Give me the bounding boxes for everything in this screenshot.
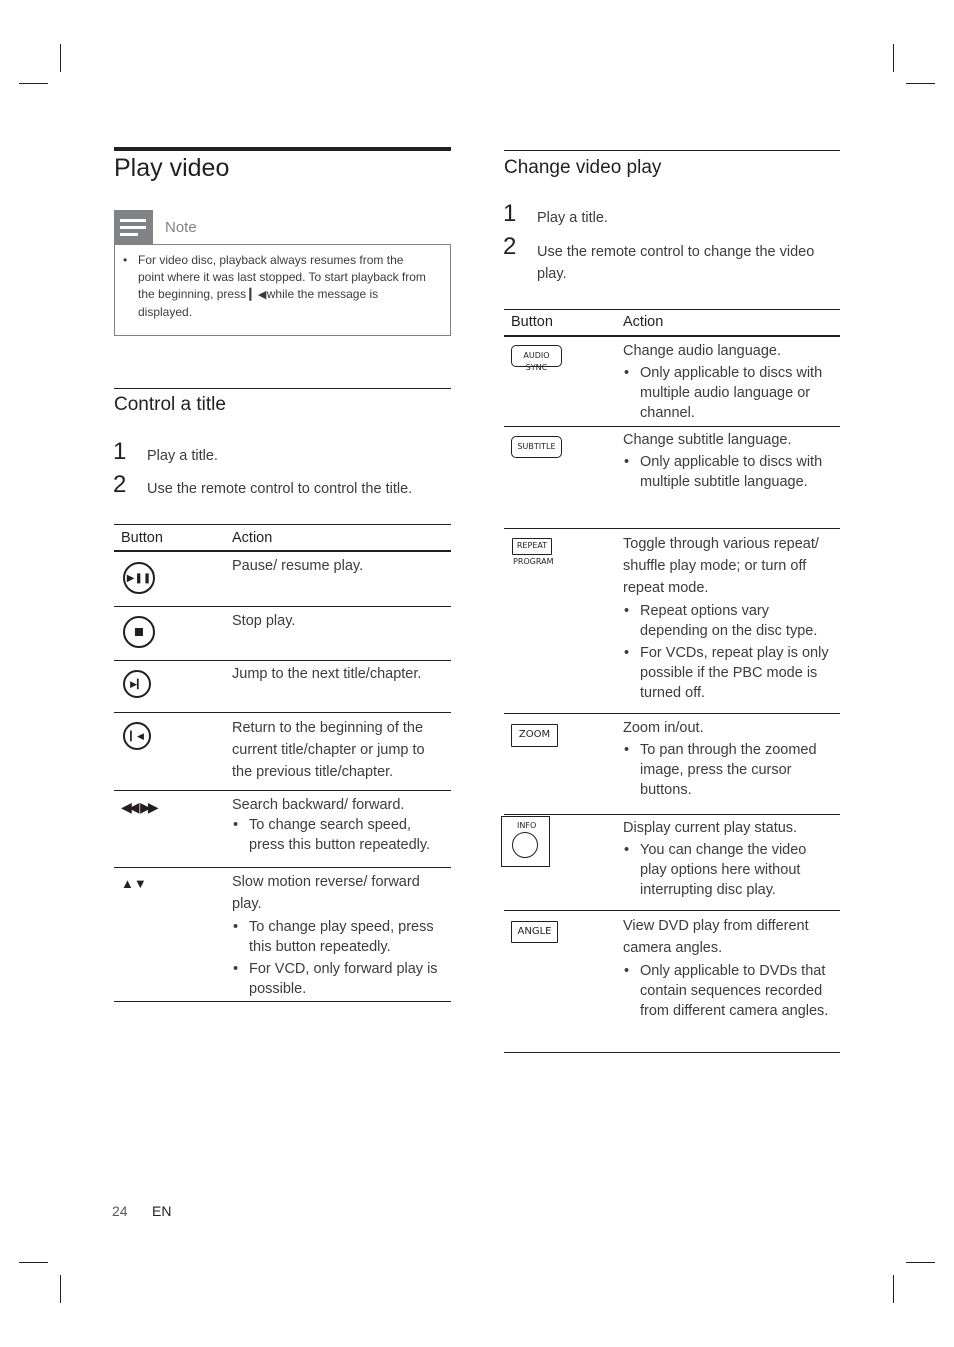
audio-sync-button-icon: AUDIO SYNC xyxy=(511,345,562,367)
zoom-button-icon: ZOOM xyxy=(511,724,558,747)
info-label: INFO xyxy=(517,821,537,830)
table-row-rule xyxy=(114,660,451,661)
control-title-heading: Control a title xyxy=(114,394,226,415)
action-bullets xyxy=(623,363,835,423)
step-number: 2 xyxy=(503,233,517,260)
table-header-rule xyxy=(504,335,840,337)
table-header-button: Button xyxy=(511,314,553,330)
step-text: Play a title. xyxy=(537,210,608,226)
table-row-rule xyxy=(504,814,840,815)
table-cell-action xyxy=(232,871,446,999)
table-cell-action xyxy=(623,818,835,900)
note-text-after: while the message is displayed. xyxy=(138,287,379,319)
action-bullet: • For VCD, only forward play is possible. xyxy=(249,959,446,999)
crop-mark xyxy=(19,1262,48,1263)
action-bullet: • Only applicable to DVDs that contain sequences recorded from different camera angles. xyxy=(640,961,835,1021)
action-text: Change subtitle language. xyxy=(623,432,792,448)
previous-icon: ▎◀ xyxy=(249,289,267,301)
note-text xyxy=(123,252,430,321)
note-icon xyxy=(114,210,153,244)
table-row-rule xyxy=(114,790,451,791)
action-bullets xyxy=(623,961,835,1021)
table-cell-action: Return to the beginning of the current title/chapter or jump to the previous title/chapter. xyxy=(232,720,425,780)
table-row-rule xyxy=(114,606,451,607)
section-rule xyxy=(114,388,451,389)
action-text: Display current play status. xyxy=(623,820,798,836)
info-circle xyxy=(512,832,538,858)
action-text: Change audio language. xyxy=(623,343,782,359)
next-icon: ▶▎ xyxy=(123,670,151,698)
table-cell-action: Jump to the next title/chapter. xyxy=(232,666,422,682)
action-bullets xyxy=(623,452,835,492)
subtitle-button-icon: SUBTITLE xyxy=(511,436,562,458)
step-number: 2 xyxy=(113,471,127,498)
crop-mark xyxy=(893,44,894,72)
table-bottom-rule xyxy=(114,1001,451,1002)
rewind-forward-icon: ◀◀ ▶▶ xyxy=(121,799,156,815)
action-text: View DVD play from different camera angles. xyxy=(623,918,809,956)
crop-mark xyxy=(893,1275,894,1303)
action-bullet: • To change play speed, press this button repeatedly. xyxy=(249,917,446,957)
table-cell-action xyxy=(623,341,835,423)
action-bullets xyxy=(623,840,835,900)
page-title: Play video xyxy=(114,154,230,182)
table-header-action: Action xyxy=(232,530,273,546)
note-bullet: • xyxy=(123,253,128,267)
title-rule xyxy=(114,147,451,151)
action-bullet: • Repeat options vary depending on the disc type. xyxy=(640,601,835,641)
table-cell-action xyxy=(623,718,835,800)
angle-button-icon: ANGLE xyxy=(511,921,558,943)
action-bullets xyxy=(623,740,835,800)
action-text: Search backward/ forward. xyxy=(232,797,405,813)
action-text: Zoom in/out. xyxy=(623,720,704,736)
table-row-rule xyxy=(504,426,840,427)
action-text: Slow motion reverse/ forward play. xyxy=(232,874,420,912)
action-text: Toggle through various repeat/ shuffle play mode; or turn off repeat mode. xyxy=(623,536,819,596)
table-row-rule xyxy=(504,528,840,529)
table-header-button: Button xyxy=(121,530,163,546)
crop-mark xyxy=(60,1275,61,1303)
action-bullet: • To pan through the zoomed image, press the cursor buttons. xyxy=(640,740,835,800)
table-row-rule xyxy=(114,867,451,868)
crop-mark xyxy=(60,44,61,72)
table-row-rule xyxy=(114,712,451,713)
table-cell-action: Pause/ resume play. xyxy=(232,558,364,574)
crop-mark xyxy=(19,83,48,84)
program-label: PROGRAM xyxy=(513,557,554,566)
crop-mark xyxy=(906,83,935,84)
action-bullet: • To change search speed, press this button repeatedly. xyxy=(249,815,446,855)
step-text: Use the remote control to control the title. xyxy=(147,481,413,497)
repeat-button-icon: REPEAT xyxy=(512,538,552,555)
table-header-rule xyxy=(114,550,451,552)
previous-icon: ▎◀ xyxy=(123,722,151,750)
table-bottom-rule xyxy=(504,1052,840,1053)
table-row-rule xyxy=(504,713,840,714)
table-top-rule xyxy=(504,309,840,310)
note-label: Note xyxy=(165,219,197,236)
step-number: 1 xyxy=(113,438,127,465)
action-bullet: • Only applicable to discs with multiple subtitle language. xyxy=(640,452,835,492)
action-bullet: • Only applicable to discs with multiple audio language or channel. xyxy=(640,363,835,423)
up-down-icon: ▲▼ xyxy=(121,876,147,891)
table-cell-action: Stop play. xyxy=(232,613,296,629)
action-bullets xyxy=(232,917,446,999)
table-cell-action xyxy=(232,795,446,855)
table-row-rule xyxy=(504,910,840,911)
action-bullet: • For VCDs, repeat play is only possible if the PBC mode is turned off. xyxy=(640,643,835,703)
action-bullets xyxy=(232,815,446,855)
table-cell-action xyxy=(623,915,835,1021)
stop-icon xyxy=(123,616,155,648)
step-text: Use the remote control to change the video play. xyxy=(537,244,815,282)
language-label: EN xyxy=(152,1203,172,1219)
change-video-play-heading: Change video play xyxy=(504,157,662,178)
action-bullets xyxy=(623,601,835,703)
section-rule xyxy=(504,150,840,151)
table-top-rule xyxy=(114,524,451,525)
note-text-before: For video disc, playback always resumes from the point where it was last stopped. To start playback from the beginning, press xyxy=(138,253,426,301)
step-text: Play a title. xyxy=(147,448,218,464)
table-cell-action xyxy=(623,533,835,703)
action-bullet: • You can change the video play options here without interrupting disc play. xyxy=(640,840,835,900)
play-pause-icon: ▶❚❚ xyxy=(123,562,155,594)
page-number: 24 xyxy=(112,1203,128,1219)
crop-mark xyxy=(906,1262,935,1263)
table-cell-action xyxy=(623,430,835,492)
table-header-action: Action xyxy=(623,314,664,330)
step-number: 1 xyxy=(503,200,517,227)
info-button-icon xyxy=(501,816,550,867)
